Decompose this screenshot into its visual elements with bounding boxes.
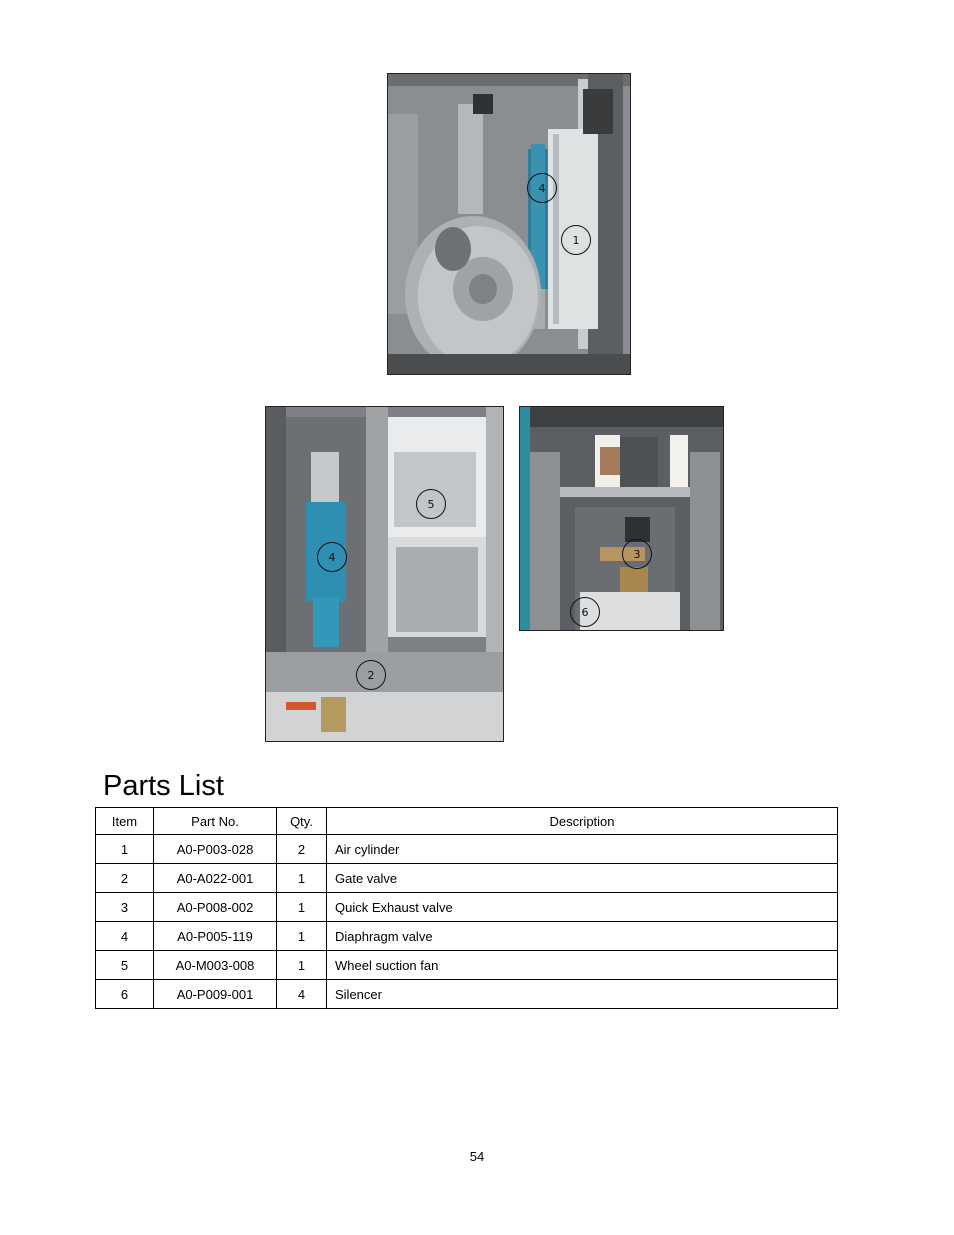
column-header-part-no: Part No. [154,808,277,835]
cell-qty: 1 [277,893,327,922]
cell-description: Diaphragm valve [327,922,838,951]
table-row [96,980,838,1009]
table-row [96,864,838,893]
callout-4: 4 [527,173,557,203]
table-row [96,835,838,864]
cell-qty: 1 [277,951,327,980]
cell-qty: 1 [277,922,327,951]
callout-1: 1 [561,225,591,255]
cell-part-no: A0-P005-119 [154,922,277,951]
parts-table [95,807,838,1009]
cell-qty: 2 [277,835,327,864]
cell-item: 5 [96,951,154,980]
cell-part-no: A0-P003-028 [154,835,277,864]
cell-part-no: A0-M003-008 [154,951,277,980]
cell-part-no: A0-A022-001 [154,864,277,893]
cell-description: Quick Exhaust valve [327,893,838,922]
page-title: Parts List [103,770,224,802]
cell-description: Silencer [327,980,838,1009]
cell-item: 6 [96,980,154,1009]
cell-qty: 4 [277,980,327,1009]
cell-item: 2 [96,864,154,893]
table-header-row [96,808,838,835]
cell-item: 1 [96,835,154,864]
photo-pulley-cylinder [387,73,631,375]
cell-part-no: A0-P009-001 [154,980,277,1009]
cell-description: Air cylinder [327,835,838,864]
callout-5: 5 [416,489,446,519]
photo-fan-valve [265,406,504,742]
cell-description: Gate valve [327,864,838,893]
callout-3: 3 [622,539,652,569]
callout-6: 6 [570,597,600,627]
column-header-description: Description [327,808,838,835]
cell-part-no: A0-P008-002 [154,893,277,922]
column-header-item: Item [96,808,154,835]
callout-4: 4 [317,542,347,572]
table-row [96,922,838,951]
cell-qty: 1 [277,864,327,893]
callout-2: 2 [356,660,386,690]
page-number: 54 [469,1149,485,1164]
column-header-qty: Qty. [277,808,327,835]
cell-description: Wheel suction fan [327,951,838,980]
photo-exhaust-silencer [519,406,724,631]
cell-item: 4 [96,922,154,951]
cell-item: 3 [96,893,154,922]
table-row [96,951,838,980]
table-row [96,893,838,922]
